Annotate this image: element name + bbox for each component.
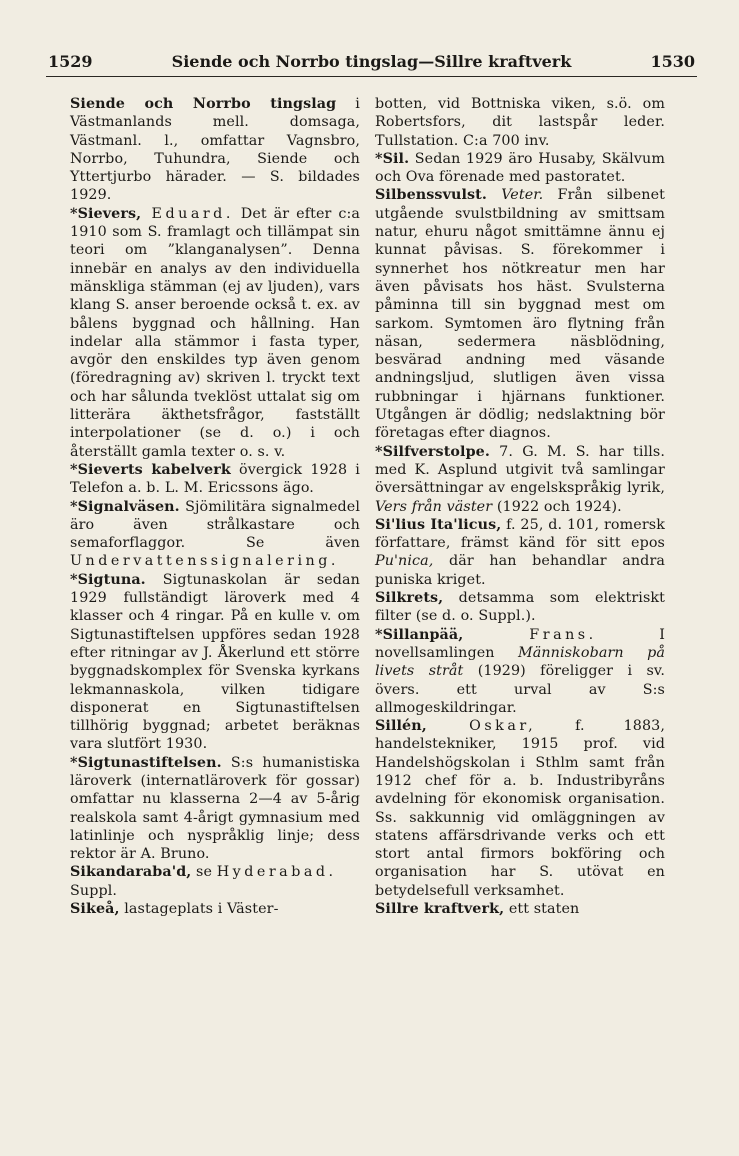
entry-person-name: Oskar, [426,718,537,735]
page-number-right: 1530 [650,52,695,71]
entry-sillre-kraftverk [375,900,665,918]
entry-text: Sigtunaskolan är sedan 1929 fullständigt läroverk med 4 klasser och 4 ringar. På en kulle v. om Sigtunastiftelsen uppföres sedan 1928 efter ritningar av J. Åkerlund ett större byggnadskomplex för Svenska kyrkans lekmannaskola, vilken tidigare disponerat en Sigtunastiftelsen tillhörig byggnad; arbetet beräknas vara slutfört 1930. [70,571,360,753]
entry-headword: *Sieverts kabelverk [70,461,231,478]
entry-sil [375,150,665,187]
entry-sikandarabad [70,863,360,900]
entry-siende-och-norrbo [70,95,360,205]
entry-text-tail: (1922 och 1924). [492,498,622,515]
entry-work-title: Människobarn på livets stråt [375,644,665,680]
entry-silkrets [375,589,665,626]
entry-text: Sjömilitära signalmedel äro även strålkastare och semaforflaggor. Se även [70,498,360,552]
entry-headword: *Silfverstolpe. [375,443,490,460]
entry-sieverts-kabelverk [70,461,360,498]
entry-text: se [191,864,217,881]
entry-headword: *Sigtunastiftelsen. [70,754,222,771]
entry-headword: Siende och Norrbo tingslag [70,96,337,112]
entry-sikea-continued [375,95,665,150]
entry-work-title: Pu'nica, [375,553,434,570]
entry-work-title: Vers från väster [375,498,493,515]
entry-headword: *Sigtuna. [70,571,146,588]
entry-text: botten, vid Bottniska viken, s.ö. om Robertsfors, dit lastspår leder. Tullstation. C:a 700 inv. [375,96,665,149]
entry-text: Det är efter c:a 1910 som S. framlagt och tillämpat sin teori om ”klanganalysen”. Denna innebär en analys av den individuella mänskliga stämman (ej av ljuden), vars klang S. anser beroende också t. ex. av bålens byggnad och hållning. Han indelar alla stämmor i fasta typer, avgör den enskildes typ även genom (föredragning av) skriven l. tryckt text och har sålunda tveklöst uttalat sig om litterära äkthetsfrågor, fastställt interpolationer (se d. o.) i och återställt gamla texter o. s. v. [70,205,360,460]
entry-sillanpaa [375,626,665,717]
entry-sigtunastiftelsen [70,754,360,864]
entry-sigtuna [70,571,360,754]
entry-sillen [375,717,665,900]
entry-headword: *Signalväsen. [70,498,180,515]
page-number-left: 1529 [48,52,93,71]
entry-sievers [70,205,360,461]
entry-text-tail: Suppl. [70,882,118,899]
left-column [70,95,360,918]
entry-signalvasen [70,498,360,571]
right-column [375,95,665,918]
entry-headword: Sillén, [375,718,427,735]
entry-text: 7. G. M. S. har tills. med K. Asplund utgivit två samlingar översättningar av engelskspråkig lyrik, [375,443,665,497]
entry-silfverstolpe [375,443,665,516]
entry-field-label: Veter. [486,187,544,204]
entry-headword: Silbenssvulst. [375,187,487,204]
entry-text: f. 25, d. 101, romersk författare, främst känd för sitt epos [375,516,665,552]
running-title: Siende och Norrbo tingslag—Sillre kraftverk [171,52,572,71]
entry-text-tail: (1929) föreligger i sv. övers. ett urval av S:s allmogeskildringar. [375,663,666,716]
entry-text: Sedan 1929 äro Husaby, Skälvum och Ova förenade med pastoratet. [375,150,665,186]
entry-headword: *Sievers, [70,205,142,222]
entry-silbenssvulst [375,186,665,442]
entry-text: lastageplats i Väster- [119,901,279,918]
entry-headword: *Sil. [375,150,410,167]
entry-sikea [70,900,360,918]
entry-person-name: Frans. [463,626,597,643]
entry-text: ett staten [504,901,580,918]
entry-text: S:s humanistiska läroverk (internatläroverk för gossar) omfattar nu klasserna 2—4 av 5-årig realskola samt 4-årigt gymnasium med latinlinje och nyspråklig linje; dess rektor är A. Bruno. [70,754,360,863]
entry-text: övergick 1928 i Telefon a. b. L. M. Ericssons ägo. [70,461,360,497]
entry-silius-italicus [375,516,665,589]
entry-person-name: Eduard. [141,205,234,222]
entry-text: detsamma som elektriskt filter (se d. o. Suppl.). [375,590,665,625]
entry-text: i Västmanlands mell. domsaga, Västmanl. l., omfattar Vagnsbro, Norrbo, Tuhundra, Siende och Yttertjurbo härader. — S. bildades 1929. [70,96,360,204]
entry-headword: Sikandaraba'd, [70,864,192,881]
entry-headword: Sikeå, [70,901,120,918]
entry-text-tail: där han behandlar andra puniska kriget. [375,553,665,588]
entry-text: I novellsamlingen [375,626,665,661]
entry-headword: *Sillanpää, [375,626,464,643]
entry-cross-reference: Hyderabad. [216,864,337,881]
entry-headword: Sillre kraftverk, [375,901,505,918]
entry-cross-reference: Undervattenssignalering. [70,553,339,570]
entry-text: Från silbenet utgående svulstbildning av smittsam natur, ehuru något smittämne ännu ej kunnat påvisas. S. förekommer i synnerhet hos nötkreatur men har även påvisats hos häst. Svulsterna påminna till sin byggnad mest om sarkom. Symtomen äro flytning från näsan, sedermera näsblödning, besvärad andning med väsande andningsljud, slutligen även vissa rubbningar i hjärnans funktioner. Utgången är dödlig; nedslaktning bör företagas efter diagnos. [375,187,666,442]
running-header [46,50,697,77]
entry-headword: Silkrets, [375,590,444,607]
entry-headword: Si'lius Ita'licus, [375,516,502,533]
entry-text: f. 1883, handelstekniker, 1915 prof. vid Handelshögskolan i Sthlm samt från 1912 chef för a. b. Industribyråns avdelning för ekonomisk organisation. Ss. sakkunnig vid omläggningen av statens affärsdrivande verks och ett stort antal firmors bokföring och organisation har S. utövat en betydelsefull verksamhet. [375,718,665,899]
